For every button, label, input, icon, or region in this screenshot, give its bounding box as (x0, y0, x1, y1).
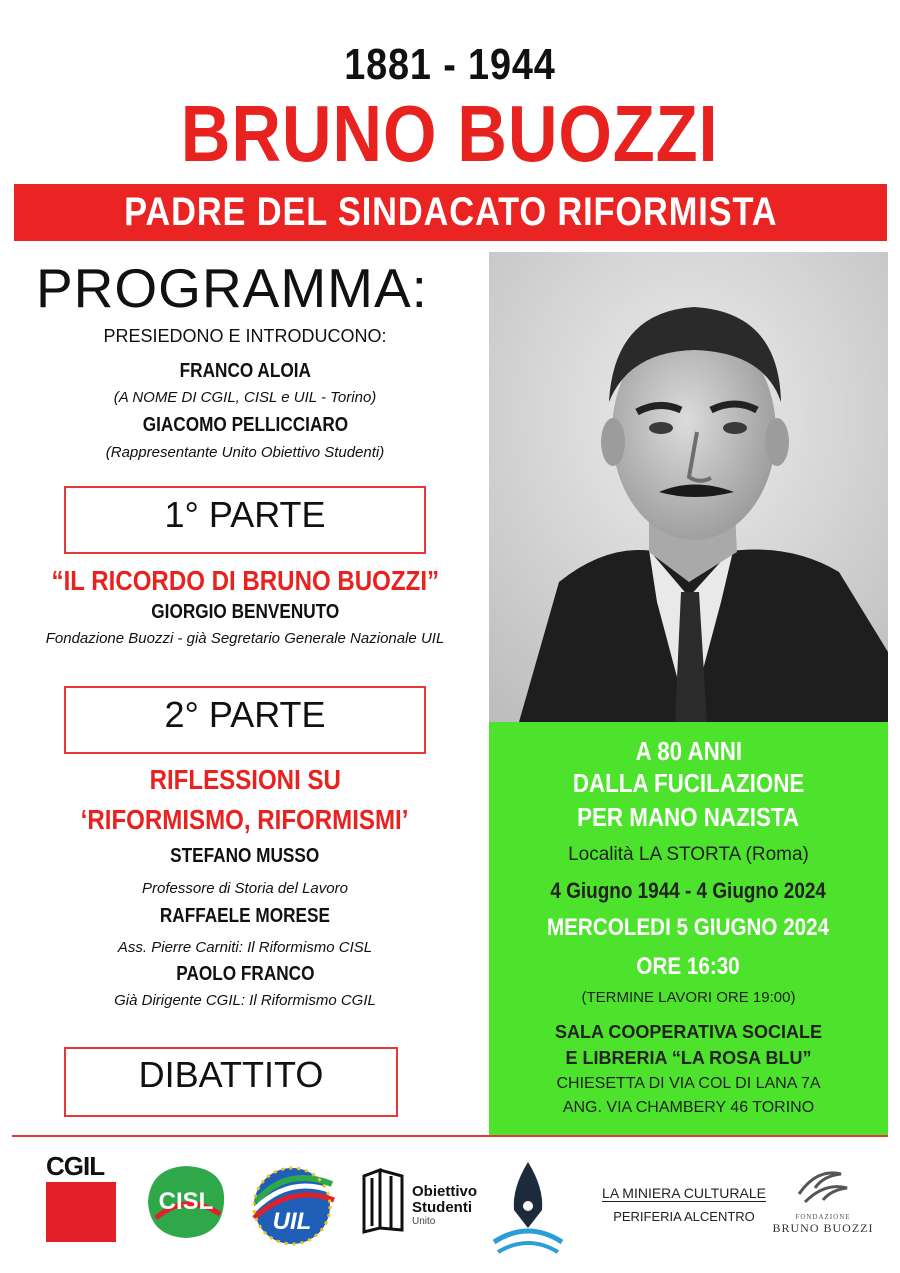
event-info-panel (489, 722, 888, 1135)
portrait-illustration (489, 252, 888, 722)
part1-speaker-role: Fondazione Buozzi - già Segretario Generale Nazionale UIL (45, 630, 445, 647)
part2-speaker-role: Professore di Storia del Lavoro (142, 880, 348, 897)
presenter-name: GIACOMO PELLICCIARO (142, 414, 348, 436)
event-time: ORE 16:30 (636, 953, 741, 980)
event-place: Località LA STORTA (Roma) (568, 844, 809, 865)
event-line2: DALLA FUCILAZIONE (572, 768, 805, 798)
swirl-icon (793, 1164, 853, 1208)
event-day: MERCOLEDI 5 GIUGNO 2024 (547, 914, 830, 941)
programma-title: PROGRAMMA: (36, 257, 428, 319)
miniera-line2: PERIFERIA ALCENTRO (613, 1209, 755, 1224)
years-heading: 1881 - 1944 (344, 40, 556, 89)
portrait-photo (489, 252, 888, 722)
book-icon (360, 1168, 406, 1234)
subtitle-text: PADRE DEL SINDACATO RIFORMISTA (123, 190, 778, 234)
fondazione-small-text: FONDAZIONE (795, 1213, 851, 1221)
cgil-logo (46, 1152, 116, 1242)
studenti-text: Studenti (412, 1199, 472, 1216)
part2-speaker: RAFFAELE MORESE (159, 905, 331, 927)
presenter-role: (Rappresentante Unito Obiettivo Studenti) (105, 444, 385, 461)
unito-text: Unito (412, 1216, 436, 1227)
event-line3: PER MANO NAZISTA (577, 802, 800, 832)
cgil-logo-text: CGIL (46, 1151, 105, 1181)
event-venue1: SALA COOPERATIVA SOCIALE (554, 1022, 822, 1042)
part2-speaker-role: Già Dirigente CGIL: Il Riformismo CGIL (114, 992, 376, 1009)
intro-label: PRESIEDONO E INTRODUCONO: (103, 326, 387, 346)
part1-label: 1° PARTE (164, 494, 326, 535)
fondazione-name-text: BRUNO BUOZZI (772, 1221, 874, 1235)
event-line1: A 80 ANNI (635, 736, 742, 766)
part2-title-line1: RIFLESSIONI SU (149, 764, 341, 795)
uil-logo-text: UIL (272, 1208, 312, 1235)
miniera-line1: LA MINIERA CULTURALE (602, 1185, 766, 1201)
footer-divider (12, 1135, 888, 1137)
name-heading: BRUNO BUOZZI (181, 89, 719, 178)
part2-speaker: PAOLO FRANCO (175, 963, 315, 985)
cgil-red-square (46, 1182, 116, 1242)
part2-label: 2° PARTE (164, 694, 326, 735)
cisl-logo-text: CISL (158, 1188, 214, 1215)
cisl-logo (142, 1162, 230, 1242)
pen-nib-icon (488, 1158, 568, 1258)
part2-speaker-role: Ass. Pierre Carniti: Il Riformismo CISL (117, 939, 373, 956)
event-dates: 4 Giugno 1944 - 4 Giugno 2024 (550, 878, 827, 903)
part2-title-line2: ‘RIFORMISMO, RIFORMISMI’ (81, 804, 409, 835)
obiettivo-studenti-logo (360, 1168, 490, 1238)
part2-speaker: STEFANO MUSSO (170, 845, 320, 867)
dibattito-label: DIBATTITO (138, 1054, 324, 1095)
event-end-time: (TERMINE LAVORI ORE 19:00) (581, 989, 796, 1006)
presenter-role: (A NOME DI CGIL, CISL e UIL - Torino) (113, 389, 377, 406)
event-address1: CHIESETTA DI VIA COL DI LANA 7A (556, 1075, 821, 1092)
event-venue2: E LIBRERIA “LA ROSA BLU” (565, 1048, 812, 1068)
part1-speaker: GIORGIO BENVENUTO (151, 601, 339, 623)
part1-title: “IL RICORDO DI BRUNO BUOZZI” (51, 565, 439, 596)
fondazione-buozzi-logo (760, 1164, 886, 1254)
miniera-culturale-logo (586, 1185, 782, 1224)
uil-logo (246, 1162, 338, 1246)
obiettivo-text: Obiettivo (412, 1183, 478, 1200)
pen-nib-logo (488, 1158, 568, 1258)
presenter-name: FRANCO ALOIA (179, 360, 311, 382)
event-address2: ANG. VIA CHAMBERY 46 TORINO (562, 1099, 815, 1116)
